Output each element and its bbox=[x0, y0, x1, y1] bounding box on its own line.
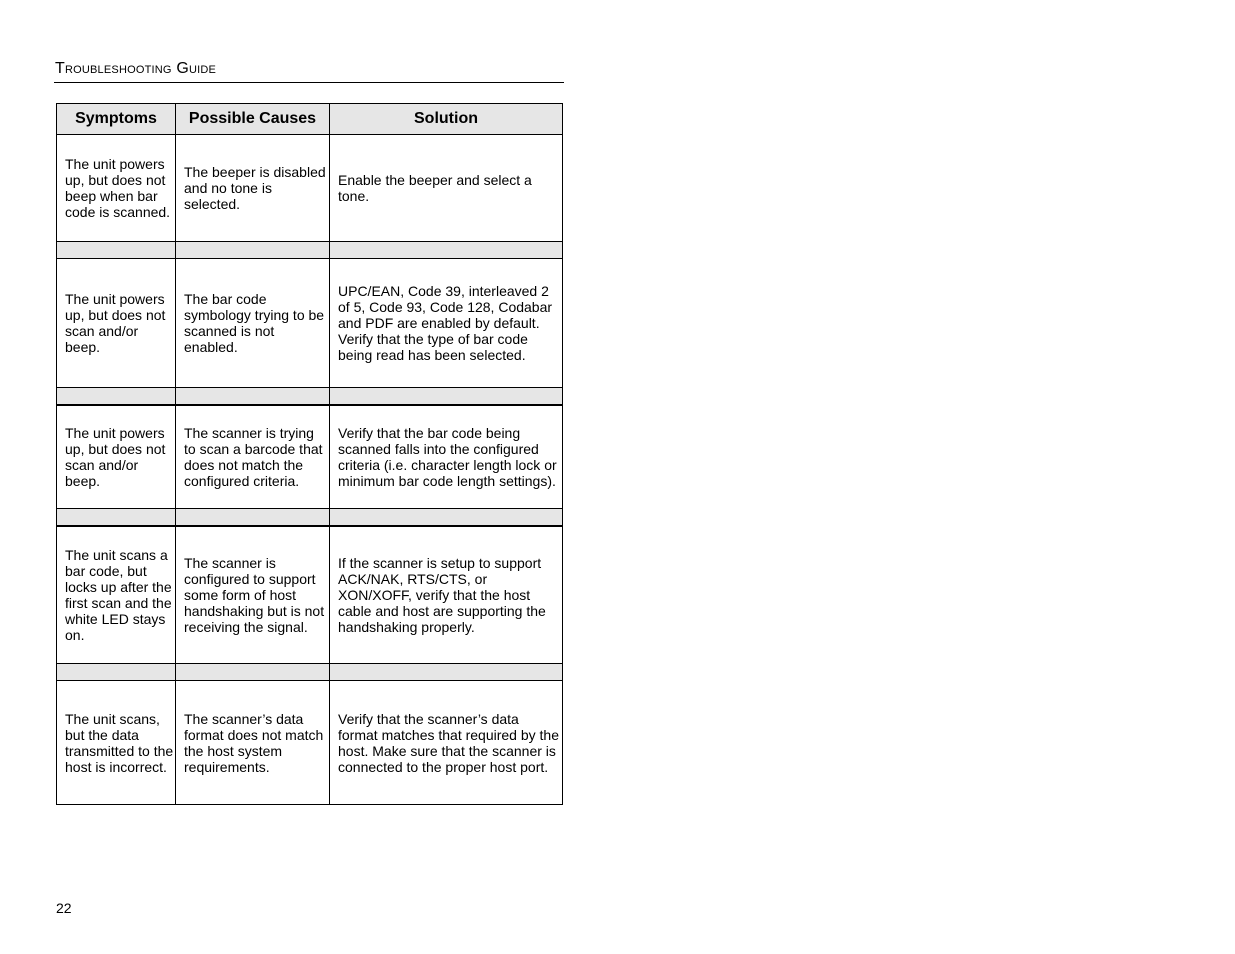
page-number: 22 bbox=[56, 900, 72, 916]
cause-cell: The scanner is configured to support some form of host handshaking but is not receiving the signal. bbox=[176, 526, 330, 664]
column-header-solution: Solution bbox=[330, 104, 563, 135]
cause-cell: The scanner is trying to scan a barcode that does not match the configured criteria. bbox=[176, 405, 330, 508]
symptom-cell: The unit powers up, but does not beep when bar code is scanned. bbox=[57, 135, 176, 242]
solution-cell: Verify that the scanner’s data format matches that required by the host. Make sure that the scanner is connected to the proper host port. bbox=[330, 681, 563, 805]
table-row bbox=[57, 135, 563, 242]
cause-cell: The scanner’s data format does not match the host system requirements. bbox=[176, 681, 330, 805]
cause-cell: The beeper is disabled and no tone is selected. bbox=[176, 135, 330, 242]
table-row bbox=[57, 526, 563, 664]
solution-cell: UPC/EAN, Code 39, interleaved 2 of 5, Code 93, Code 128, Codabar and PDF are enabled by default. Verify that the type of bar code being read has been selected. bbox=[330, 259, 563, 388]
separator-row bbox=[57, 388, 563, 406]
table-row bbox=[57, 259, 563, 388]
solution-cell: Verify that the bar code being scanned falls into the configured criteria (i.e. character length lock or minimum bar code length settings). bbox=[330, 405, 563, 508]
symptom-cell: The unit powers up, but does not scan and/or beep. bbox=[57, 259, 176, 388]
separator-row bbox=[57, 242, 563, 259]
column-header-causes: Possible Causes bbox=[176, 104, 330, 135]
table-row bbox=[57, 405, 563, 508]
symptom-cell: The unit scans a bar code, but locks up after the first scan and the white LED stays on. bbox=[57, 526, 176, 664]
table-row bbox=[57, 681, 563, 805]
header-rule bbox=[54, 82, 564, 83]
separator-row bbox=[57, 664, 563, 681]
page-title: Troubleshooting Guide bbox=[55, 60, 217, 77]
symptom-cell: The unit powers up, but does not scan and/or beep. bbox=[57, 405, 176, 508]
separator-row bbox=[57, 508, 563, 526]
table-header-row bbox=[57, 104, 563, 135]
troubleshooting-table bbox=[56, 103, 563, 805]
solution-cell: If the scanner is setup to support ACK/NAK, RTS/CTS, or XON/XOFF, verify that the host cable and host are supporting the handshaking properly. bbox=[330, 526, 563, 664]
column-header-symptoms: Symptoms bbox=[57, 104, 176, 135]
symptom-cell: The unit scans, but the data transmitted to the host is incorrect. bbox=[57, 681, 176, 805]
cause-cell: The bar code symbology trying to be scanned is not enabled. bbox=[176, 259, 330, 388]
solution-cell: Enable the beeper and select a tone. bbox=[330, 135, 563, 242]
